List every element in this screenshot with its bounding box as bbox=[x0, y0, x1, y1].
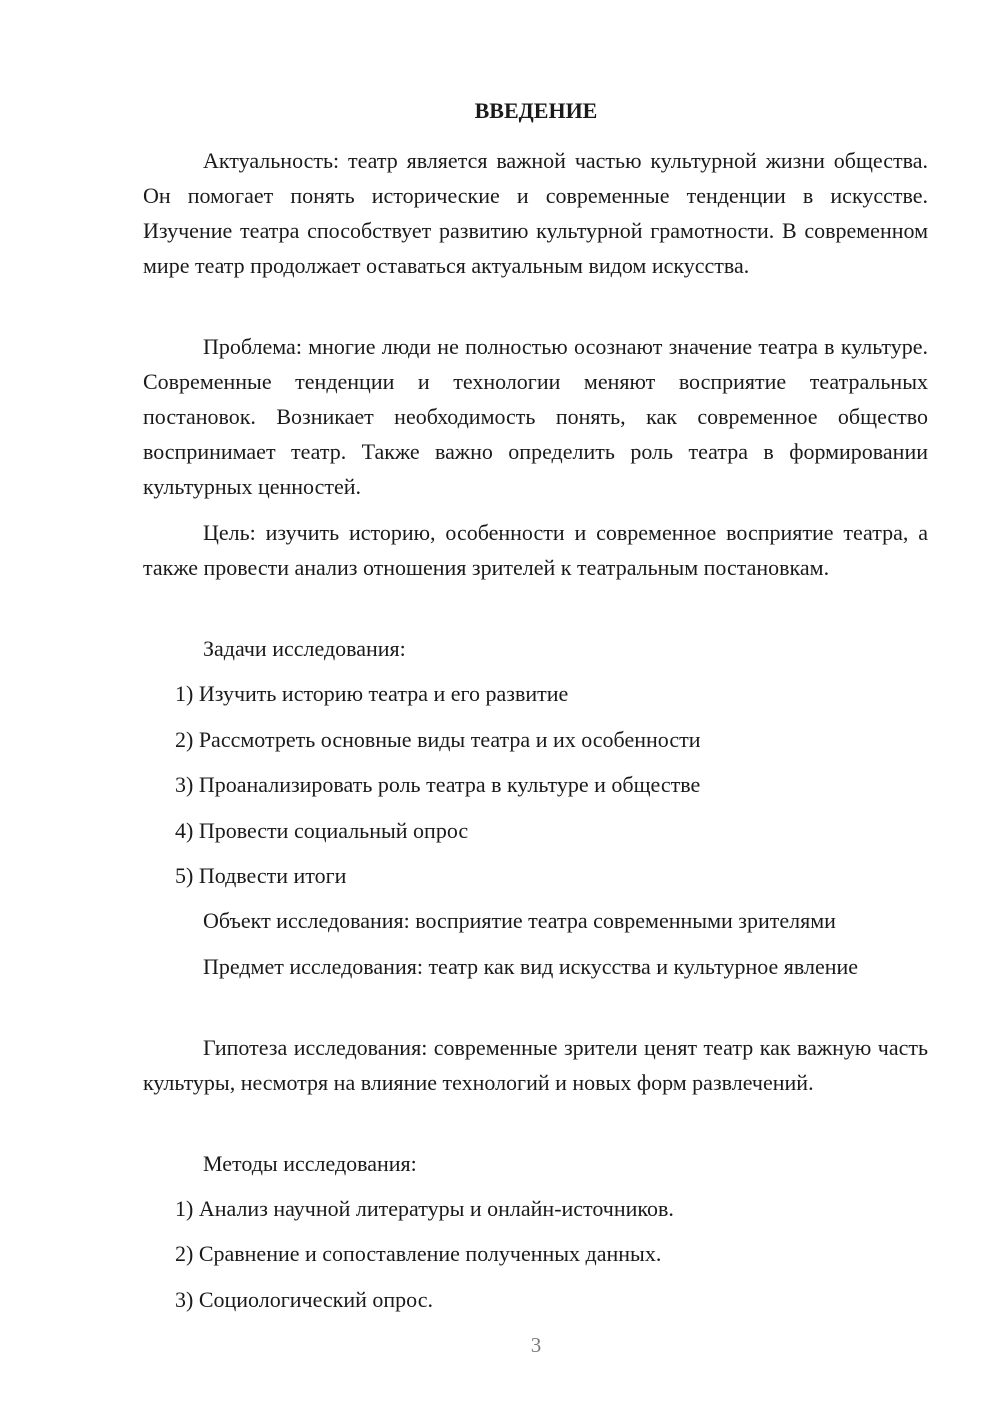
method-item-3 bbox=[143, 1282, 928, 1317]
method-item-1 bbox=[143, 1191, 928, 1226]
goal-paragraph: Цель: изучить историю, особенности и современное восприятие театра, а также провести анализ отношения зрителей к театральным постановкам. bbox=[143, 520, 928, 580]
list-item: 3) Проанализировать роль театра в культуре и обществе bbox=[175, 772, 701, 797]
section-title: ВВЕДЕНИЕ bbox=[474, 98, 598, 123]
page-number: 3 bbox=[530, 1333, 542, 1357]
task-item-5 bbox=[143, 858, 928, 893]
methods-heading: Методы исследования: bbox=[203, 1151, 417, 1176]
problem-paragraph: Проблема: многие люди не полностью осознают значение театра в культуре. Современные тенденции и технологии меняют восприятие театральных постановок. Возникает необходимость понять, как современное общество воспринимает театр. Также важно определить роль театра в формировании культурных ценностей. bbox=[143, 334, 928, 499]
object-block bbox=[143, 903, 928, 938]
hypothesis-paragraph: Гипотеза исследования: современные зрители ценят театр как важную часть культуры, несмотря на влияние технологий и новых форм развлечений. bbox=[143, 1035, 928, 1095]
task-item-2 bbox=[143, 722, 928, 757]
list-item: 1) Анализ научной литературы и онлайн-источников. bbox=[175, 1196, 674, 1221]
object-paragraph: Объект исследования: восприятие театра современными зрителями bbox=[203, 908, 836, 933]
list-item: 4) Провести социальный опрос bbox=[175, 818, 469, 843]
subject-block bbox=[143, 949, 928, 984]
relevance-block bbox=[143, 143, 928, 283]
list-item: 1) Изучить историю театра и его развитие bbox=[175, 681, 569, 706]
list-item: 3) Социологический опрос. bbox=[175, 1287, 433, 1312]
task-item-1 bbox=[143, 676, 928, 711]
methods-heading-block bbox=[143, 1146, 928, 1181]
task-item-4 bbox=[143, 813, 928, 848]
list-item: 5) Подвести итоги bbox=[175, 863, 347, 888]
problem-block bbox=[143, 329, 928, 504]
tasks-heading-block bbox=[143, 631, 928, 666]
tasks-heading: Задачи исследования: bbox=[203, 636, 406, 661]
goal-block bbox=[143, 515, 928, 585]
relevance-paragraph: Актуальность: театр является важной частью культурной жизни общества. Он помогает понять исторические и современные тенденции в искусстве. Изучение театра способствует развитию культурной грамотности. В современном мире театр продолжает оставаться актуальным видом искусства. bbox=[143, 148, 928, 278]
task-item-3 bbox=[143, 767, 928, 802]
list-item: 2) Сравнение и сопоставление полученных данных. bbox=[175, 1241, 662, 1266]
hypothesis-block bbox=[143, 1030, 928, 1100]
method-item-2 bbox=[143, 1236, 928, 1271]
subject-paragraph: Предмет исследования: театр как вид искусства и культурное явление bbox=[203, 954, 859, 979]
list-item: 2) Рассмотреть основные виды театра и их особенности bbox=[175, 727, 701, 752]
